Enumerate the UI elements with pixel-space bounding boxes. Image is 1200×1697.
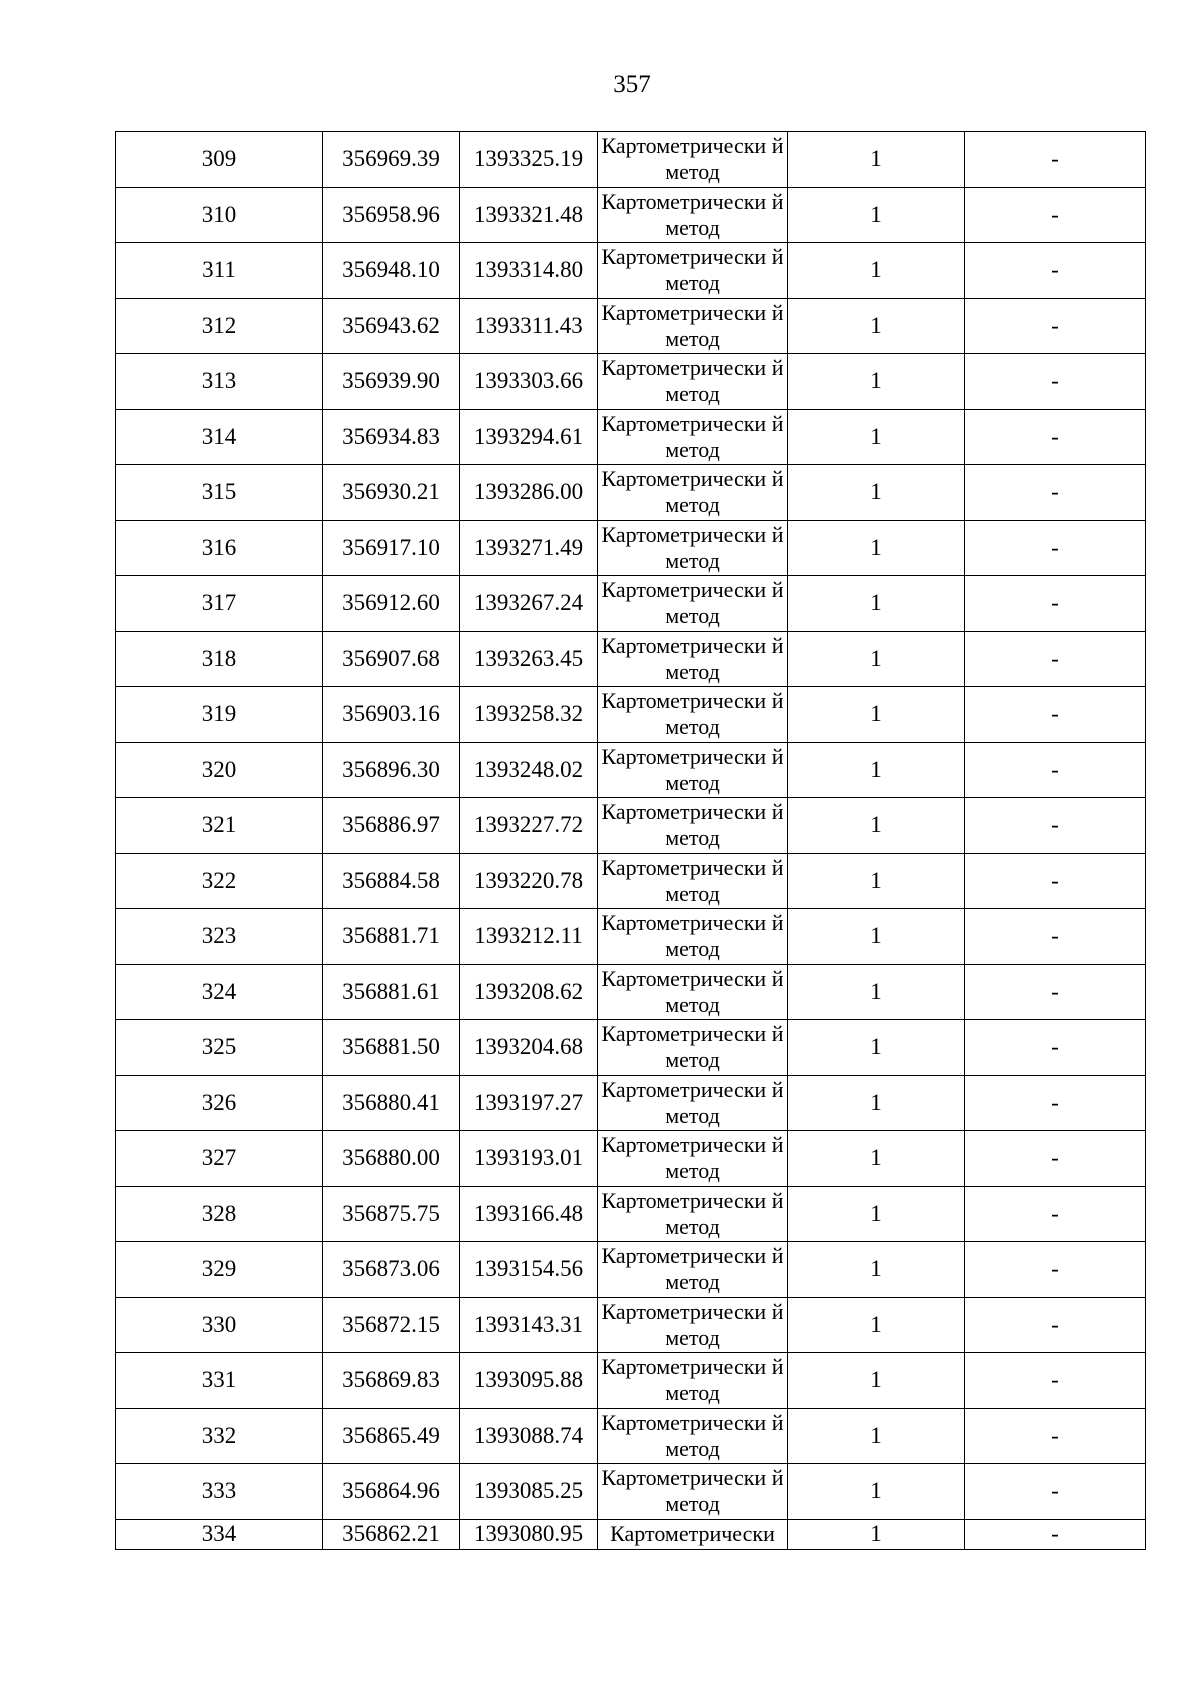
method-cell: Картометрически й метод [598,354,788,410]
table-row [116,1353,1146,1409]
y-coordinate-cell: 1393325.19 [460,132,598,188]
x-coordinate-cell: 356969.39 [323,132,460,188]
note-cell: - [965,187,1146,243]
table-row [116,1297,1146,1353]
note-cell: - [965,409,1146,465]
note-cell: - [965,243,1146,299]
accuracy-cell: 1 [788,520,965,576]
y-coordinate-cell: 1393303.66 [460,354,598,410]
note-cell: - [965,132,1146,188]
table-row [116,187,1146,243]
point-number-cell: 330 [116,1297,323,1353]
method-cell: Картометрически й метод [598,1297,788,1353]
method-cell: Картометрически й метод [598,187,788,243]
method-cell: Картометрически й метод [598,631,788,687]
y-coordinate-cell: 1393311.43 [460,298,598,354]
x-coordinate-cell: 356958.96 [323,187,460,243]
note-cell: - [965,742,1146,798]
method-cell: Картометрически й метод [598,1464,788,1520]
point-number-cell: 321 [116,798,323,854]
y-coordinate-cell: 1393286.00 [460,465,598,521]
note-cell: - [965,798,1146,854]
accuracy-cell: 1 [788,465,965,521]
x-coordinate-cell: 356907.68 [323,631,460,687]
method-cell: Картометрически й метод [598,1075,788,1131]
point-number-cell: 328 [116,1186,323,1242]
table-row [116,243,1146,299]
table-row [116,742,1146,798]
point-number-cell: 331 [116,1353,323,1409]
point-number-cell: 314 [116,409,323,465]
method-cell: Картометрически й метод [598,687,788,743]
table-row [116,1131,1146,1187]
accuracy-cell: 1 [788,298,965,354]
accuracy-cell: 1 [788,798,965,854]
note-cell: - [965,298,1146,354]
method-cell: Картометрически й метод [598,298,788,354]
note-cell: - [965,1186,1146,1242]
note-cell: - [965,520,1146,576]
point-number-cell: 333 [116,1464,323,1520]
method-cell: Картометрически й метод [598,742,788,798]
point-number-cell: 334 [116,1519,323,1549]
y-coordinate-cell: 1393227.72 [460,798,598,854]
table-row [116,1075,1146,1131]
point-number-cell: 310 [116,187,323,243]
method-cell: Картометрически й метод [598,520,788,576]
accuracy-cell: 1 [788,631,965,687]
page-number: 357 [613,71,651,98]
method-cell: Картометрически й метод [598,909,788,965]
y-coordinate-cell: 1393197.27 [460,1075,598,1131]
accuracy-cell: 1 [788,964,965,1020]
method-cell: Картометрически й метод [598,1408,788,1464]
accuracy-cell: 1 [788,909,965,965]
table-row [116,520,1146,576]
accuracy-cell: 1 [788,409,965,465]
x-coordinate-cell: 356934.83 [323,409,460,465]
y-coordinate-cell: 1393271.49 [460,520,598,576]
y-coordinate-cell: 1393212.11 [460,909,598,965]
accuracy-cell: 1 [788,1464,965,1520]
table-row [116,798,1146,854]
accuracy-cell: 1 [788,853,965,909]
coordinates-table [115,131,1146,1550]
table-row [116,298,1146,354]
x-coordinate-cell: 356948.10 [323,243,460,299]
table-row [116,1519,1146,1549]
y-coordinate-cell: 1393248.02 [460,742,598,798]
note-cell: - [965,1242,1146,1298]
method-cell: Картометрически й метод [598,1131,788,1187]
point-number-cell: 332 [116,1408,323,1464]
point-number-cell: 323 [116,909,323,965]
method-cell: Картометрически [598,1519,788,1549]
method-cell: Картометрически й метод [598,964,788,1020]
table-row [116,1408,1146,1464]
method-cell: Картометрически й метод [598,465,788,521]
x-coordinate-cell: 356903.16 [323,687,460,743]
table-row [116,354,1146,410]
table-row [116,687,1146,743]
x-coordinate-cell: 356862.21 [323,1519,460,1549]
x-coordinate-cell: 356865.49 [323,1408,460,1464]
method-cell: Картометрически й метод [598,1186,788,1242]
table-row [116,909,1146,965]
table-row [116,964,1146,1020]
note-cell: - [965,909,1146,965]
note-cell: - [965,1131,1146,1187]
table-row [116,1020,1146,1076]
point-number-cell: 319 [116,687,323,743]
method-cell: Картометрически й метод [598,243,788,299]
x-coordinate-cell: 356917.10 [323,520,460,576]
method-cell: Картометрически й метод [598,798,788,854]
point-number-cell: 318 [116,631,323,687]
y-coordinate-cell: 1393095.88 [460,1353,598,1409]
note-cell: - [965,1297,1146,1353]
x-coordinate-cell: 356875.75 [323,1186,460,1242]
method-cell: Картометрически й метод [598,576,788,632]
point-number-cell: 322 [116,853,323,909]
table-row [116,576,1146,632]
note-cell: - [965,853,1146,909]
point-number-cell: 315 [116,465,323,521]
accuracy-cell: 1 [788,1131,965,1187]
accuracy-cell: 1 [788,354,965,410]
point-number-cell: 317 [116,576,323,632]
y-coordinate-cell: 1393080.95 [460,1519,598,1549]
y-coordinate-cell: 1393085.25 [460,1464,598,1520]
table-row [116,631,1146,687]
y-coordinate-cell: 1393193.01 [460,1131,598,1187]
note-cell: - [965,1408,1146,1464]
accuracy-cell: 1 [788,1519,965,1549]
y-coordinate-cell: 1393258.32 [460,687,598,743]
accuracy-cell: 1 [788,742,965,798]
accuracy-cell: 1 [788,576,965,632]
x-coordinate-cell: 356886.97 [323,798,460,854]
x-coordinate-cell: 356943.62 [323,298,460,354]
table-body [116,132,1146,1550]
y-coordinate-cell: 1393154.56 [460,1242,598,1298]
y-coordinate-cell: 1393263.45 [460,631,598,687]
x-coordinate-cell: 356872.15 [323,1297,460,1353]
accuracy-cell: 1 [788,132,965,188]
point-number-cell: 329 [116,1242,323,1298]
note-cell: - [965,1353,1146,1409]
note-cell: - [965,1020,1146,1076]
table-row [116,409,1146,465]
method-cell: Картометрически й метод [598,853,788,909]
point-number-cell: 324 [116,964,323,1020]
point-number-cell: 316 [116,520,323,576]
x-coordinate-cell: 356864.96 [323,1464,460,1520]
table-row [116,1464,1146,1520]
y-coordinate-cell: 1393220.78 [460,853,598,909]
table-row [116,1242,1146,1298]
accuracy-cell: 1 [788,1353,965,1409]
x-coordinate-cell: 356896.30 [323,742,460,798]
y-coordinate-cell: 1393314.80 [460,243,598,299]
x-coordinate-cell: 356930.21 [323,465,460,521]
accuracy-cell: 1 [788,243,965,299]
x-coordinate-cell: 356912.60 [323,576,460,632]
point-number-cell: 313 [116,354,323,410]
point-number-cell: 309 [116,132,323,188]
y-coordinate-cell: 1393166.48 [460,1186,598,1242]
x-coordinate-cell: 356880.00 [323,1131,460,1187]
method-cell: Картометрически й метод [598,1242,788,1298]
note-cell: - [965,576,1146,632]
point-number-cell: 327 [116,1131,323,1187]
accuracy-cell: 1 [788,1297,965,1353]
table-row [116,1186,1146,1242]
accuracy-cell: 1 [788,1242,965,1298]
accuracy-cell: 1 [788,1075,965,1131]
y-coordinate-cell: 1393204.68 [460,1020,598,1076]
x-coordinate-cell: 356880.41 [323,1075,460,1131]
point-number-cell: 326 [116,1075,323,1131]
method-cell: Картометрически й метод [598,409,788,465]
x-coordinate-cell: 356939.90 [323,354,460,410]
y-coordinate-cell: 1393267.24 [460,576,598,632]
table-row [116,132,1146,188]
note-cell: - [965,354,1146,410]
x-coordinate-cell: 356869.83 [323,1353,460,1409]
method-cell: Картометрически й метод [598,1353,788,1409]
y-coordinate-cell: 1393321.48 [460,187,598,243]
accuracy-cell: 1 [788,1408,965,1464]
point-number-cell: 312 [116,298,323,354]
point-number-cell: 320 [116,742,323,798]
accuracy-cell: 1 [788,687,965,743]
x-coordinate-cell: 356881.50 [323,1020,460,1076]
table-row [116,853,1146,909]
accuracy-cell: 1 [788,187,965,243]
method-cell: Картометрически й метод [598,1020,788,1076]
note-cell: - [965,465,1146,521]
point-number-cell: 325 [116,1020,323,1076]
accuracy-cell: 1 [788,1186,965,1242]
note-cell: - [965,1075,1146,1131]
note-cell: - [965,631,1146,687]
method-cell: Картометрически й метод [598,132,788,188]
y-coordinate-cell: 1393294.61 [460,409,598,465]
note-cell: - [965,964,1146,1020]
x-coordinate-cell: 356881.71 [323,909,460,965]
y-coordinate-cell: 1393088.74 [460,1408,598,1464]
y-coordinate-cell: 1393143.31 [460,1297,598,1353]
note-cell: - [965,1464,1146,1520]
x-coordinate-cell: 356881.61 [323,964,460,1020]
x-coordinate-cell: 356884.58 [323,853,460,909]
note-cell: - [965,1519,1146,1549]
note-cell: - [965,687,1146,743]
accuracy-cell: 1 [788,1020,965,1076]
table-row [116,465,1146,521]
point-number-cell: 311 [116,243,323,299]
x-coordinate-cell: 356873.06 [323,1242,460,1298]
y-coordinate-cell: 1393208.62 [460,964,598,1020]
